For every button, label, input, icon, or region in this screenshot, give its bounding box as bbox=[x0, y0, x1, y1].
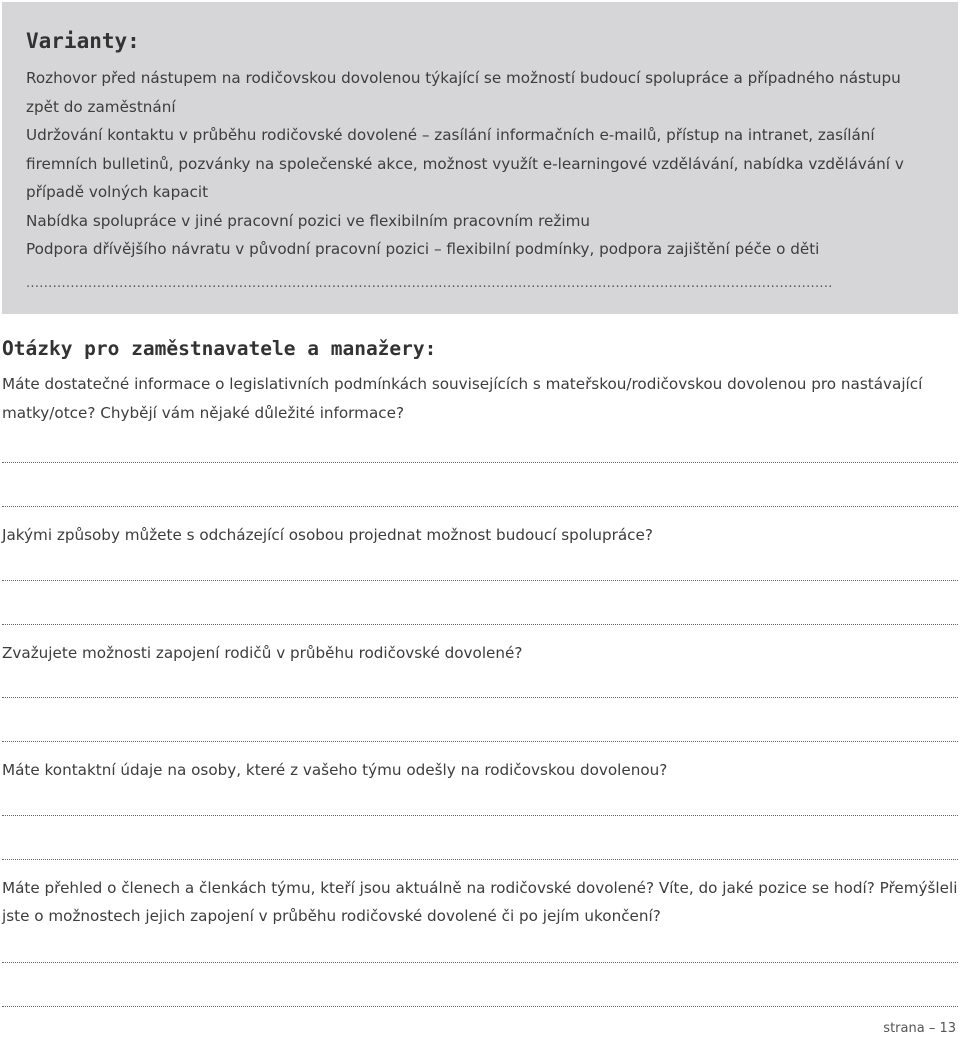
question-text: Zvažujete možnosti zapojení rodičů v průběhu rodičovské dovolené? bbox=[2, 643, 523, 662]
question-text: Jakými způsoby můžete s odcházející osobou projednat možnost budoucí spolupráce? bbox=[2, 526, 653, 544]
page-number: strana – 13 bbox=[883, 1021, 956, 1036]
variants-title: Varianty: bbox=[26, 29, 140, 53]
question-text: Máte přehled o členech a členkách týmu, kteří jsou aktuálně na rodičovské dovolené? Víte, do jaké pozice se hodí? Přemýšleli jste o možnostech jejich zapojení v průběhu rodičovské dovolené či po jejím ukončení? bbox=[2, 878, 958, 925]
list-item: Udržování kontaktu v průběhu rodičovské dovolené – zasílání informačních e-mailů, přístup na intranet, zasílání firemních bulletinů, pozvánky na společenské akce, možnost využít e-learningové vzdělávání, nabídka vzdělávání v případě volných kapacit bbox=[26, 126, 904, 201]
question-block bbox=[2, 370, 958, 507]
variants-box bbox=[2, 2, 958, 314]
questions-title: Otázky pro zaměstnavatele a manažery: bbox=[2, 337, 437, 360]
question-block bbox=[2, 756, 958, 860]
list-item: Nabídka spolupráce v jiné pracovní pozici ve flexibilním pracovním režimu bbox=[26, 211, 591, 230]
variants-list bbox=[26, 64, 936, 264]
question-text: Máte dostatečné informace o legislativních podmínkách souvisejících s mateřskou/rodičovskou dovolenou pro nastávající matky/otce? Chybějí vám nějaké důležité informace? bbox=[2, 375, 923, 422]
question-block bbox=[2, 874, 958, 1007]
list-item: Podpora dřívějšího návratu v původní pracovní pozici – flexibilní podmínky, podpora zajištění péče o děti bbox=[26, 240, 820, 258]
question-block bbox=[2, 639, 958, 743]
variants-answer-line: ...................................................................................................................................................................................... bbox=[26, 275, 833, 291]
answer-line bbox=[2, 1005, 958, 1007]
question-block bbox=[2, 521, 958, 625]
list-item: Rozhovor před nástupem na rodičovskou dovolenou týkající se možností budoucí spolupráce a případného nástupu zpět do zaměstnání bbox=[26, 69, 901, 116]
question-text: Máte kontaktní údaje na osoby, které z vašeho týmu odešly na rodičovskou dovolenou? bbox=[2, 761, 668, 779]
questions-section bbox=[2, 334, 958, 1007]
